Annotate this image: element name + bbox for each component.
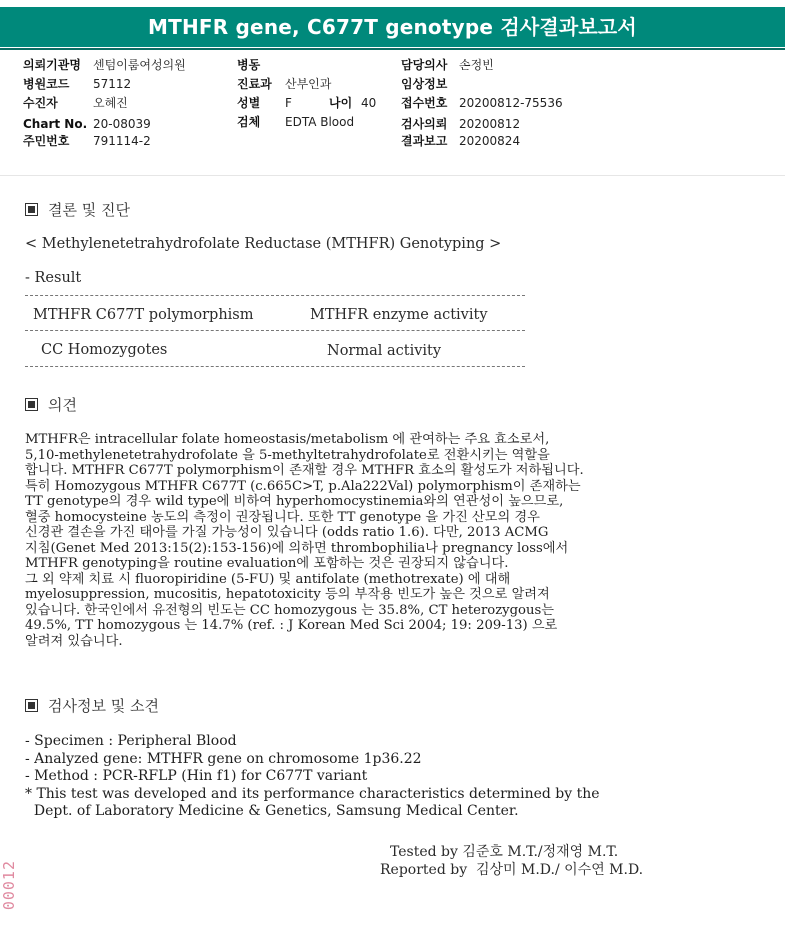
info-line: Dept. of Laboratory Medicine & Genetics, Samsung Medical Center. [25, 803, 519, 819]
square-bullet-icon [25, 699, 38, 712]
section-test-info-heading [25, 695, 159, 716]
field-label: Chart No. [23, 117, 88, 131]
report-subtitle: < Methylenetetrahydrofolate Reductase (MTHFR) Genotyping > [25, 236, 502, 252]
opinion-paragraph [25, 432, 584, 649]
section-title: 의견 [48, 396, 77, 414]
report-title-bar [0, 7, 785, 47]
field-label: 나이 [329, 96, 353, 110]
field-label: 진료과 [237, 77, 272, 91]
field-value: 57112 [93, 77, 132, 91]
opinion-line: 합니다. MTHFR C677T polymorphism이 존재할 경우 MTHFR 효소의 활성도가 저하됩니다. [25, 463, 584, 478]
test-info-list [25, 733, 600, 821]
table-header-activity: MTHFR enzyme activity [310, 307, 488, 323]
tested-by-signature: Tested by 김준호 M.T./정재영 M.T. [390, 844, 619, 860]
result-label: - Result [25, 270, 82, 286]
opinion-line: MTHFR genotyping을 routine evaluation에 포함하는 것은 권장되지 않습니다. [25, 556, 509, 571]
header-col2-row2 [237, 77, 332, 91]
page-stamp-number: 00012 [0, 860, 18, 911]
field-label: 결과보고 [401, 134, 448, 148]
header-col3-row5 [401, 134, 521, 148]
opinion-line: 특히 Homozygous MTHFR C677T (c.665C>T, p.Ala222Val) polymorphism이 존재하는 [25, 478, 581, 494]
info-line: - Analyzed gene: MTHFR gene on chromosome 1p36.22 [25, 750, 422, 767]
opinion-line: 그 외 약제 치료 시 fluoropiridine (5-FU) 및 antifolate (methotrexate) 에 대해 [25, 571, 511, 587]
table-header-polymorphism: MTHFR C677T polymorphism [33, 307, 254, 323]
header-separator [0, 175, 785, 176]
opinion-line: 혈중 homocysteine 농도의 측정이 권장됩니다. 또한 TT genotype 을 가진 산모의 경우 [25, 509, 540, 525]
table-cell-activity: Normal activity [327, 343, 442, 359]
title-underline [0, 48, 785, 50]
field-value: 20-08039 [93, 117, 151, 131]
table-cell-genotype: CC Homozygotes [41, 342, 168, 358]
section-title: 검사정보 및 소견 [48, 697, 159, 715]
table-mid-rule [25, 330, 525, 331]
header-col3-row1 [401, 58, 494, 72]
opinion-line: 49.5%, TT homozygous 는 14.7% (ref. : J Korean Med Sci 2004; 19: 209-13) 으로 [25, 618, 558, 633]
field-value: 20200824 [459, 134, 521, 148]
header-age [329, 96, 377, 110]
field-label: 주민번호 [23, 134, 70, 148]
field-value: 오혜진 [93, 96, 128, 110]
field-label: 검체 [237, 115, 261, 129]
field-value: 40 [361, 96, 377, 110]
field-label: 의뢰기관명 [23, 58, 81, 72]
field-label: 수진자 [23, 96, 58, 110]
header-col2-row1 [237, 58, 260, 72]
field-label: 접수번호 [401, 96, 448, 110]
field-value: 791114-2 [93, 134, 151, 148]
table-top-rule [25, 295, 525, 296]
header-col1-row2 [23, 77, 132, 91]
field-value: 20200812-75536 [459, 96, 563, 110]
header-col1-row1 [23, 58, 186, 72]
header-col3-row2 [401, 77, 447, 91]
field-value: 손정빈 [459, 58, 494, 72]
info-line: - Specimen : Peripheral Blood [25, 733, 237, 749]
field-value: EDTA Blood [285, 115, 355, 129]
opinion-line: TT genotype의 경우 wild type에 비하여 hyperhomocystinemia와의 연관성이 높으므로, [25, 494, 564, 509]
header-col1-row4 [23, 117, 151, 131]
header-col3-row3 [401, 96, 563, 110]
opinion-line: 지침(Genet Med 2013:15(2):153-156)에 의하면 thrombophilia나 pregnancy loss에서 [25, 540, 569, 556]
info-line: - Method : PCR-RFLP (Hin f1) for C677T variant [25, 768, 368, 784]
section-title: 결론 및 진단 [48, 201, 130, 219]
square-bullet-icon [25, 398, 38, 411]
header-col1-row5 [23, 134, 151, 148]
field-label: 병원코드 [23, 77, 70, 91]
field-label: 병동 [237, 58, 261, 72]
info-line: * This test was developed and its performance characteristics determined by the [25, 785, 600, 802]
field-value: 센텀이룸여성의원 [93, 58, 186, 72]
opinion-line: 있습니다. 한국인에서 유전형의 빈도는 CC homozygous 는 35.8%, CT heterozygous는 [25, 602, 554, 618]
opinion-line: 알려져 있습니다. [25, 633, 123, 649]
opinion-line: myelosuppression, mucositis, hepatotoxicity 등의 부작용 빈도가 높은 것으로 알려져 [25, 587, 550, 602]
field-value: 20200812 [459, 117, 521, 131]
field-label: 성별 [237, 96, 261, 110]
field-label: 담당의사 [401, 58, 448, 72]
field-label: 검사의뢰 [401, 117, 448, 131]
field-value: 산부인과 [285, 77, 332, 91]
header-col3-row4 [401, 117, 521, 131]
field-label: 임상정보 [401, 77, 448, 91]
table-bottom-rule [25, 366, 525, 367]
header-col1-row3 [23, 96, 128, 110]
opinion-line: MTHFR은 intracellular folate homeostasis/metabolism 에 관여하는 주요 효소로서, [25, 432, 550, 447]
square-bullet-icon [25, 203, 38, 216]
report-title: MTHFR gene, C677T genotype 검사결과보고서 [148, 15, 637, 39]
section-conclusion-heading [25, 199, 130, 220]
section-opinion-heading [25, 394, 77, 415]
opinion-line: 5,10-methylenetetrahydrofolate 을 5-methyltetrahydrofolate로 전환시키는 역할을 [25, 447, 550, 463]
header-col2-row3 [237, 96, 292, 110]
field-value: F [285, 96, 292, 110]
opinion-line: 신경관 결손을 가진 태아를 가질 가능성이 있습니다 (odds ratio 1.6). 다만, 2013 ACMG [25, 525, 549, 540]
header-col2-row4 [237, 115, 355, 129]
reported-by-signature: Reported by 김상미 M.D./ 이수연 M.D. [380, 862, 644, 878]
